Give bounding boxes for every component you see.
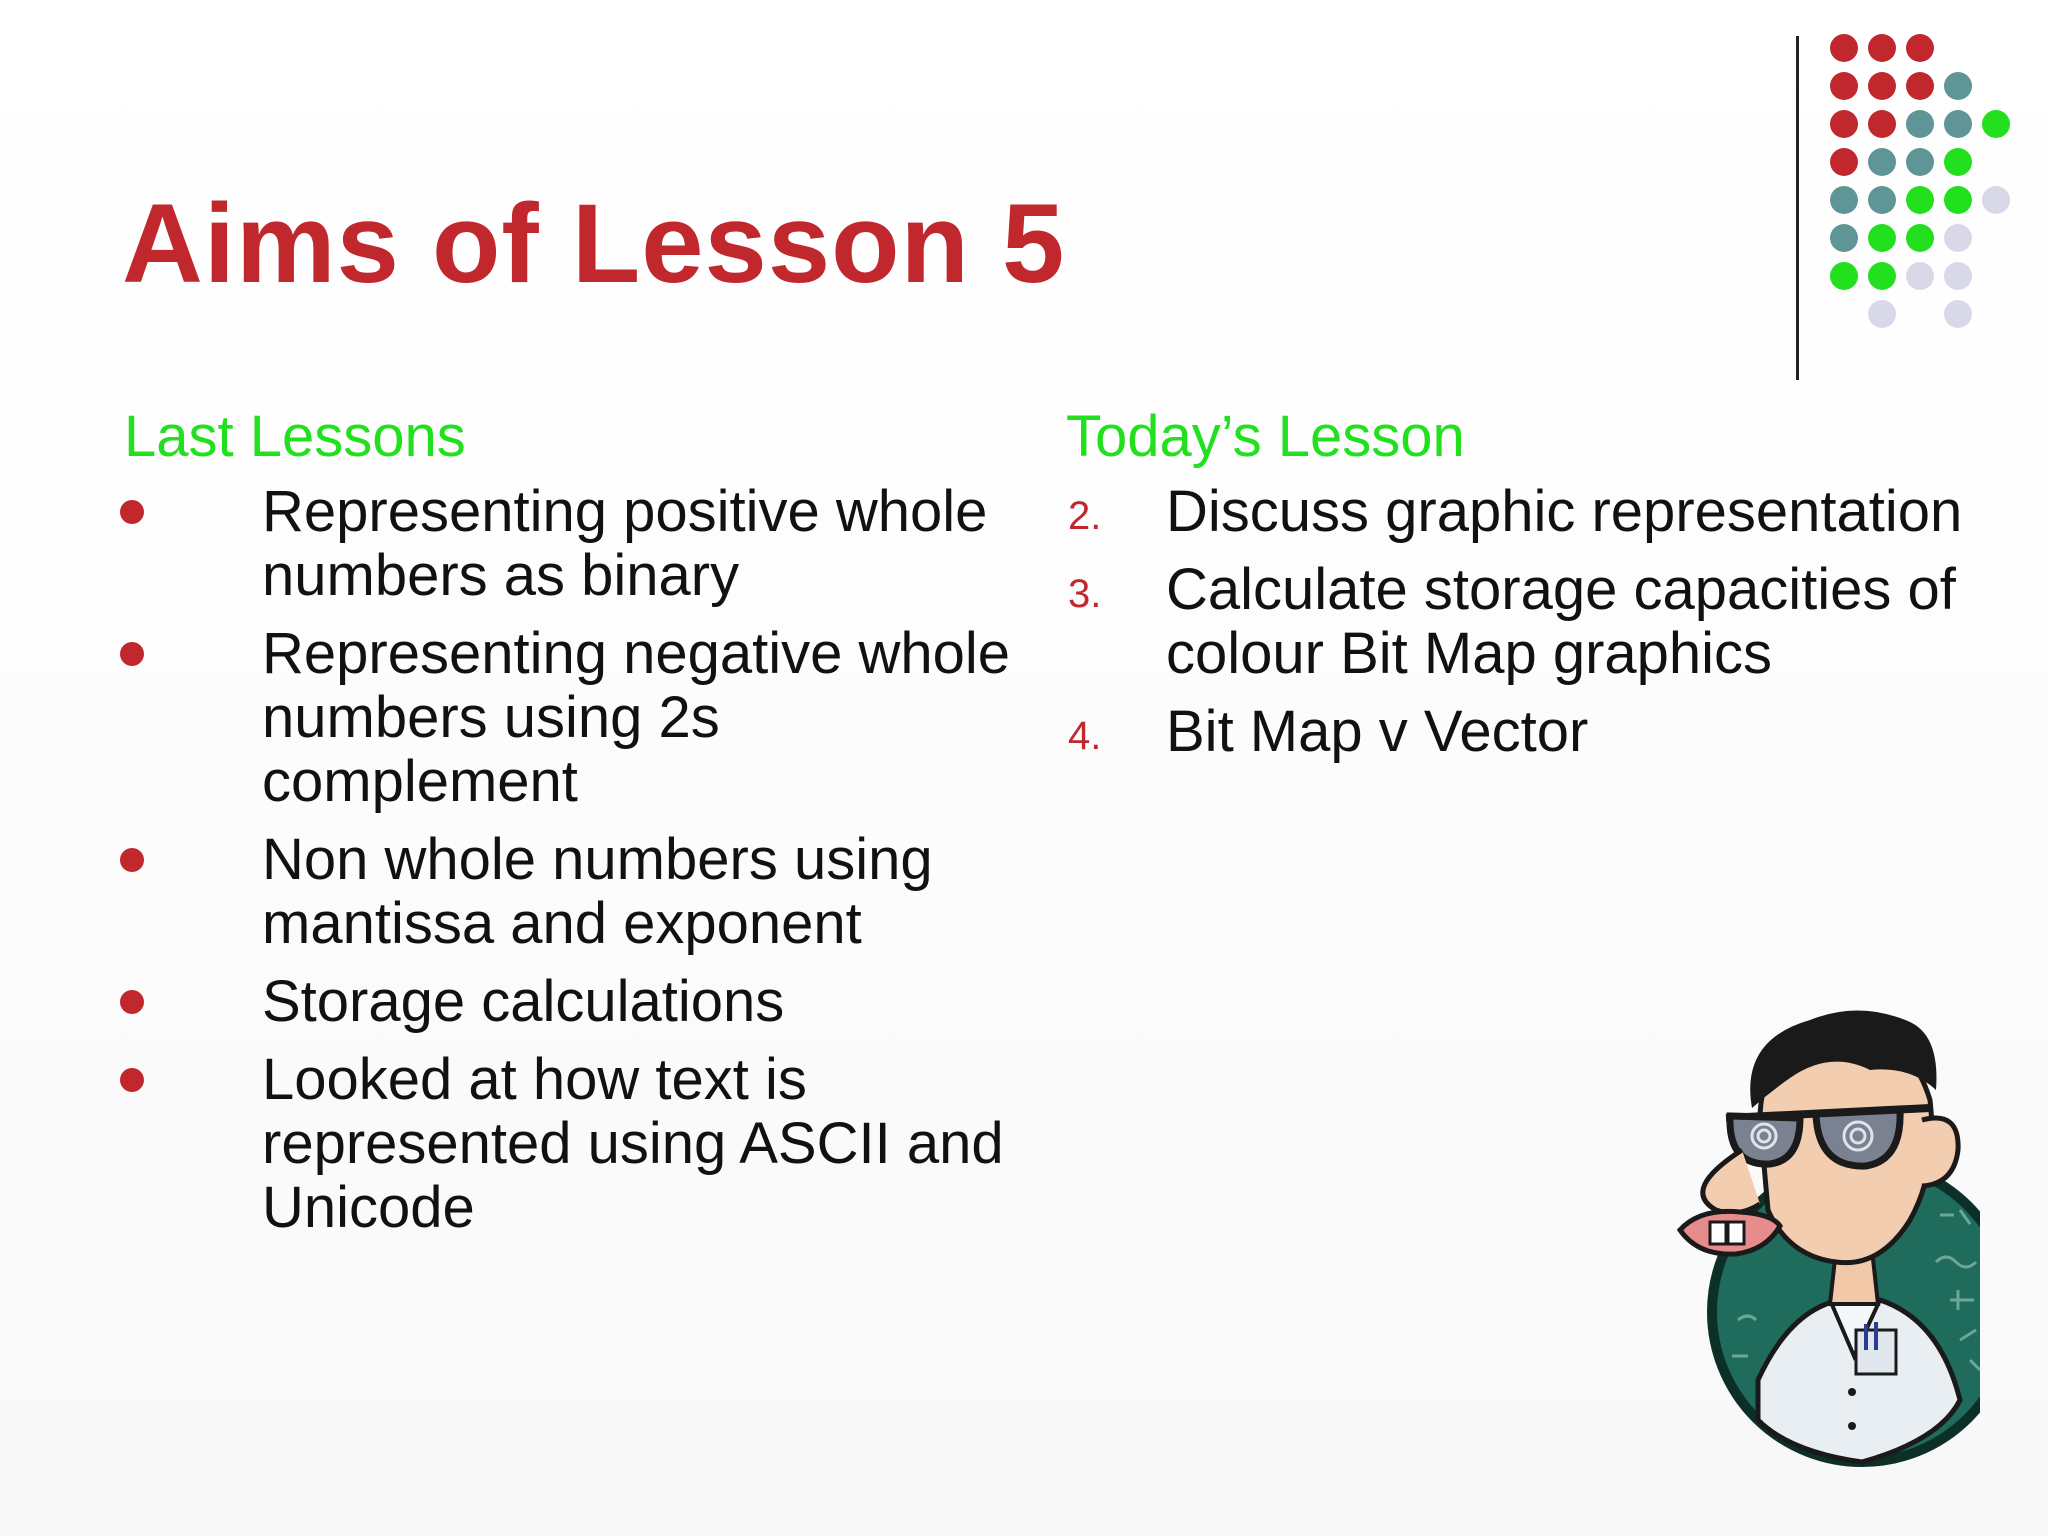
decorative-dot [1868, 148, 1896, 176]
list-item [262, 480, 1042, 608]
decorative-dot [1868, 110, 1896, 138]
decorative-dot [1982, 110, 2010, 138]
decorative-dot [1906, 72, 1934, 100]
decorative-dot [1906, 186, 1934, 214]
bullet-icon [120, 848, 144, 872]
todays-lesson-list [1068, 479, 1986, 778]
decorative-dot [1906, 34, 1934, 62]
list-item [262, 828, 1042, 956]
slide-title: Aims of Lesson 5 [122, 181, 1066, 306]
list-item-number: 2. [1068, 494, 1102, 538]
decorative-dot [1944, 72, 1972, 100]
list-item [262, 970, 1042, 1034]
list-item [1068, 699, 1986, 764]
list-item-text: Representing positive whole numbers as binary [262, 479, 988, 608]
decorative-dot [1906, 224, 1934, 252]
decorative-dot [1830, 186, 1858, 214]
list-item [1068, 557, 1986, 686]
list-item-text: Calculate storage capacities of colour Bit Map graphics [1166, 557, 1956, 686]
decorative-dot [1830, 110, 1858, 138]
list-item [262, 1048, 1042, 1240]
decorative-dot [1868, 72, 1896, 100]
bullet-icon [120, 1068, 144, 1092]
bullet-icon [120, 990, 144, 1014]
decorative-dot [1944, 186, 1972, 214]
decorative-dot [1944, 110, 1972, 138]
last-lessons-heading: Last Lessons [124, 404, 466, 469]
decorative-dot [1868, 224, 1896, 252]
list-item-text: Bit Map v Vector [1166, 699, 1589, 764]
nerd-teacher-cartoon-icon [1640, 1000, 1980, 1480]
list-item-text: Discuss graphic representation [1166, 479, 1963, 544]
bullet-icon [120, 500, 144, 524]
decorative-dot [1906, 110, 1934, 138]
decorative-dot [1830, 34, 1858, 62]
decorative-dot [1830, 72, 1858, 100]
decorative-dot [1830, 224, 1858, 252]
list-item-number: 4. [1068, 714, 1102, 758]
decorative-dot [1944, 224, 1972, 252]
decorative-dot [1868, 34, 1896, 62]
decorative-dot [1830, 148, 1858, 176]
list-item [262, 622, 1042, 814]
todays-lesson-heading: Today’s Lesson [1066, 404, 1465, 469]
decorative-dot [1982, 186, 2010, 214]
decorative-dot [1868, 300, 1896, 328]
decorative-dot [1830, 262, 1858, 290]
list-item-number: 3. [1068, 572, 1102, 616]
list-item-text: Representing negative whole numbers using 2s complement [262, 621, 1011, 814]
decorative-dot [1868, 186, 1896, 214]
bullet-icon [120, 642, 144, 666]
list-item-text: Looked at how text is represented using ASCII and Unicode [262, 1047, 1004, 1240]
decorative-dot [1944, 262, 1972, 290]
list-item [1068, 479, 1986, 544]
decorative-divider-line [1796, 36, 1799, 380]
decorative-dot [1906, 148, 1934, 176]
decorative-dot [1868, 262, 1896, 290]
list-item-text: Non whole numbers using mantissa and exponent [262, 827, 933, 956]
list-item-text: Storage calculations [262, 969, 785, 1034]
decorative-dot [1906, 262, 1934, 290]
decorative-dot [1944, 148, 1972, 176]
decorative-dot [1944, 300, 1972, 328]
last-lessons-list [262, 480, 1042, 1254]
